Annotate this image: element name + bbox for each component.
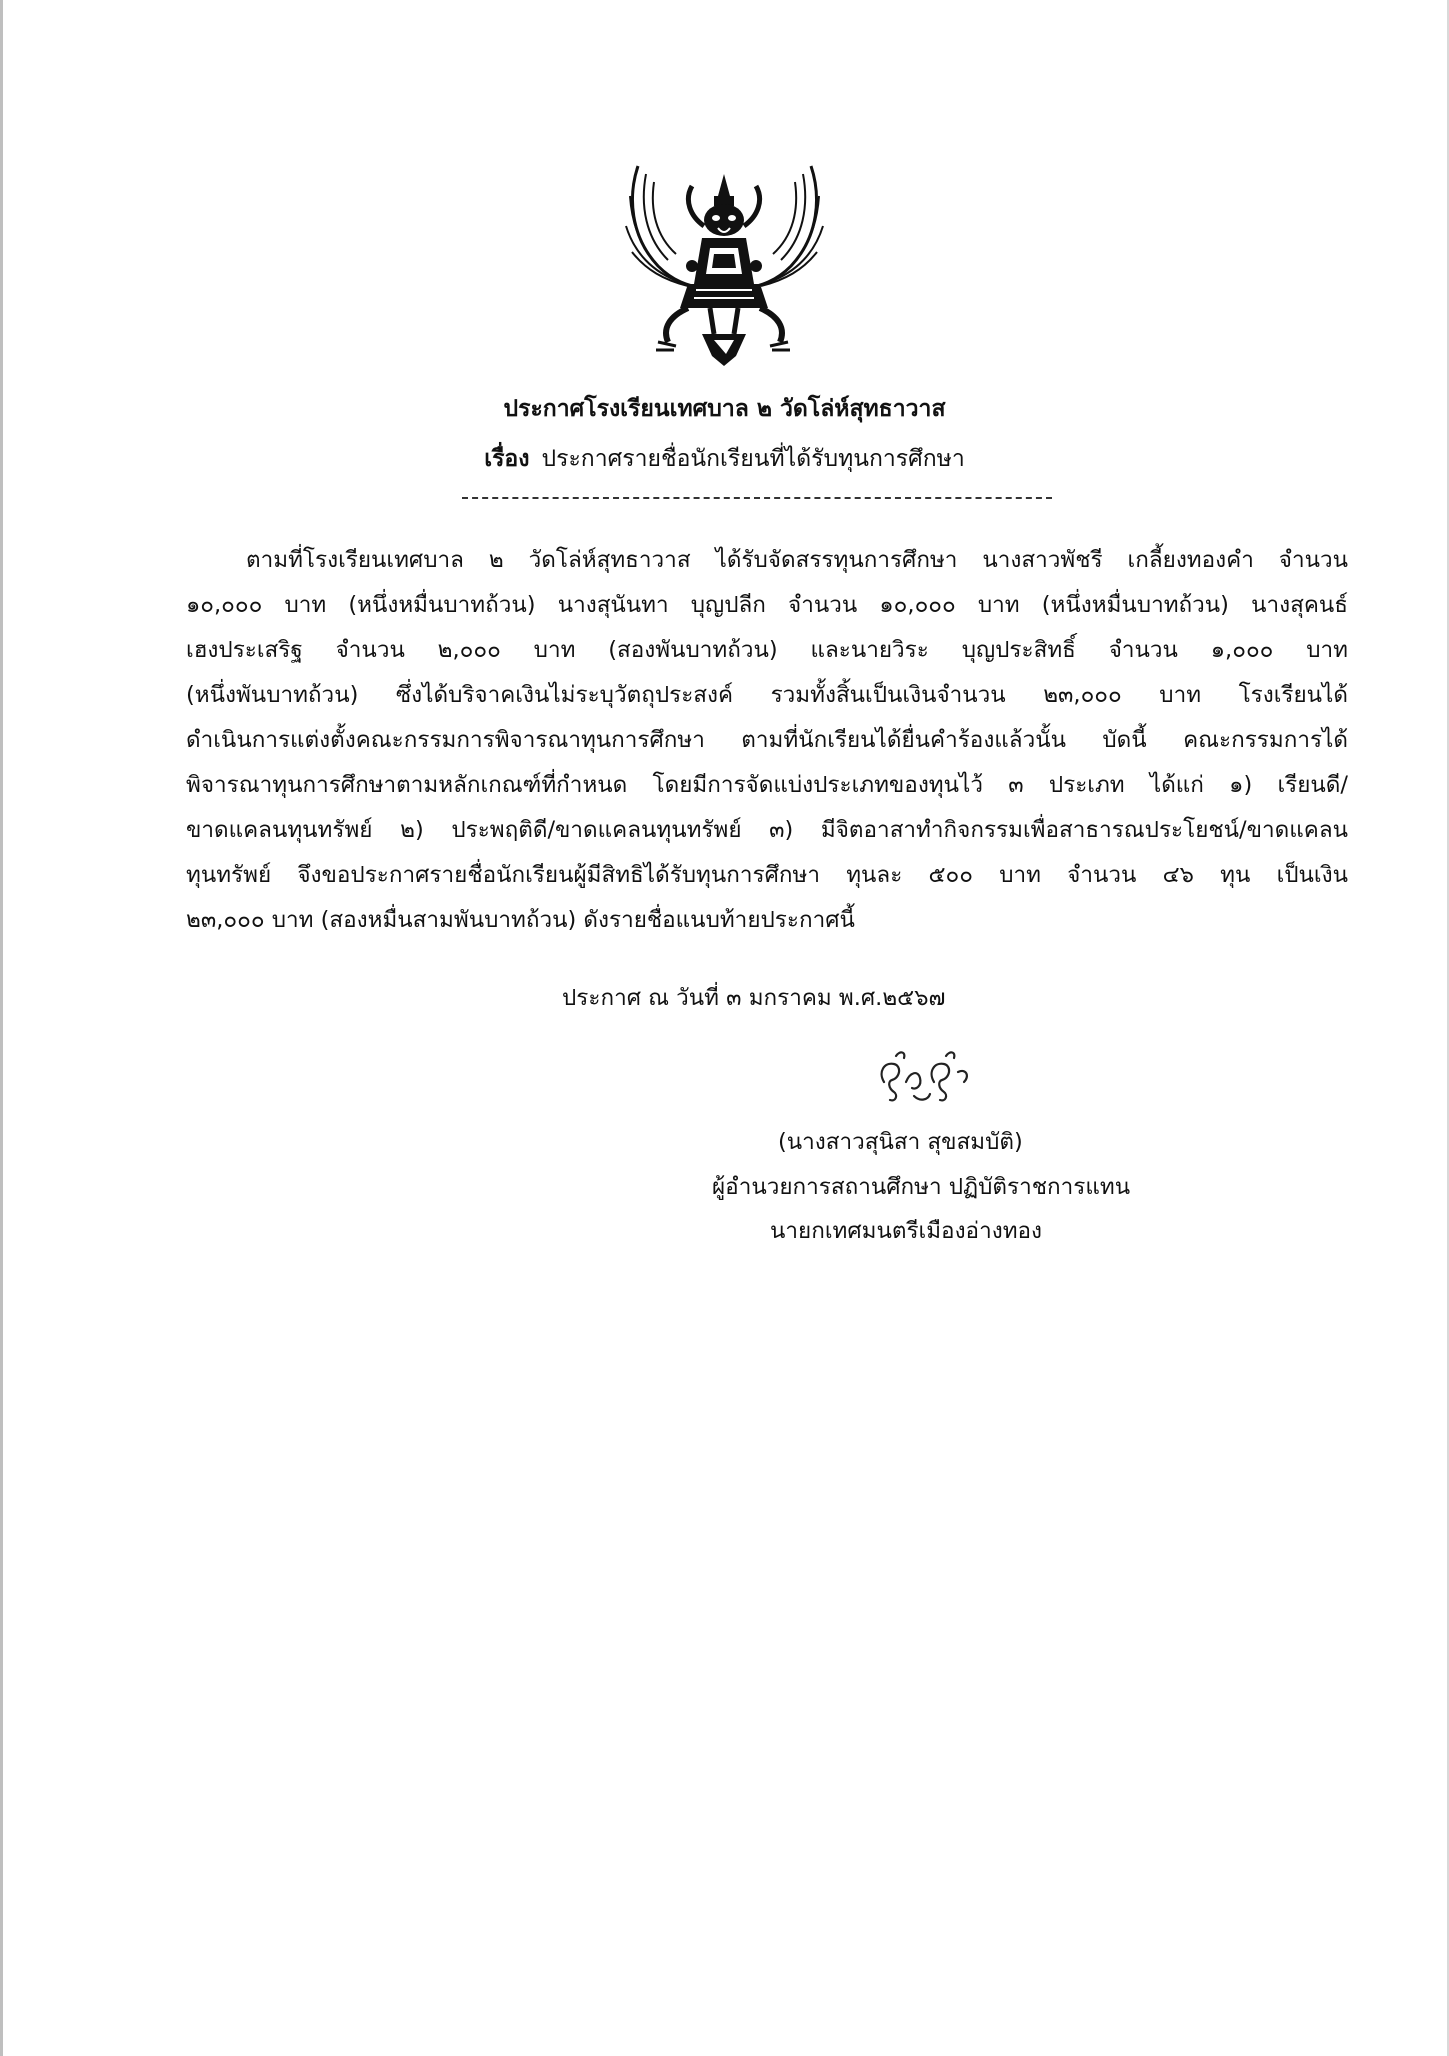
body-line: ดำเนินการแต่งตั้งคณะกรรมการพิจารณาทุนการศึกษา ตามที่นักเรียนได้ยื่นคำร้องแล้วนั้น บัดนี้ คณะกรรมการได้ <box>186 727 1348 753</box>
signatory-name: (นางสาวสุนิสา สุขสมบัติ) <box>778 1129 1023 1155</box>
announcement-body <box>186 538 1348 943</box>
page-edge-left <box>0 0 3 2056</box>
announcement-date: ประกาศ ณ วันที่ ๓ มกราคม พ.ศ.๒๕๖๗ <box>562 985 946 1011</box>
dashed-divider <box>462 497 1052 499</box>
signatory-position-acting: นายกเทศมนตรีเมืองอ่างทอง <box>770 1218 1043 1244</box>
announcement-title: ประกาศโรงเรียนเทศบาล ๒ วัดโล่ห์สุทธาวาส <box>503 396 946 422</box>
subject-text: ประกาศรายชื่อนักเรียนที่ได้รับทุนการศึกษา <box>541 446 965 472</box>
subject-label: เรื่อง <box>484 446 530 472</box>
announcement-subject <box>0 442 1449 476</box>
body-line: ตามที่โรงเรียนเทศบาล ๒ วัดโล่ห์สุทธาวาส ได้รับจัดสรรทุนการศึกษา นางสาวพัชรี เกลี้ยงทองคำ จำนวน <box>246 547 1348 573</box>
body-line: ทุนทรัพย์ จึงขอประกาศรายชื่อนักเรียนผู้มีสิทธิได้รับทุนการศึกษา ทุนละ ๕๐๐ บาท จำนวน ๔๖ ทุน เป็นเงิน <box>186 862 1348 888</box>
garuda-emblem-icon <box>618 156 831 371</box>
handwritten-signature <box>870 1042 980 1112</box>
body-line: ๒๓,๐๐๐ บาท (สองหมื่นสามพันบาทถ้วน) ดังรายชื่อแนบท้ายประกาศนี้ <box>186 907 855 933</box>
body-line: พิจารณาทุนการศึกษาตามหลักเกณฑ์ที่กำหนด โดยมีการจัดแบ่งประเภทของทุนไว้ ๓ ประเภท ได้แก่ ๑) เรียนดี/ <box>186 772 1348 798</box>
body-line: (หนึ่งพันบาทถ้วน) ซึ่งได้บริจาคเงินไม่ระบุวัตถุประสงค์ รวมทั้งสิ้นเป็นเงินจำนวน ๒๓,๐๐๐ บาท โรงเรียนได้ <box>186 682 1348 708</box>
signatory-position: ผู้อำนวยการสถานศึกษา ปฏิบัติราชการแทน <box>712 1174 1131 1200</box>
body-line: เฮงประเสริฐ จำนวน ๒,๐๐๐ บาท (สองพันบาทถ้วน) และนายวิระ บุญประสิทธิ์ จำนวน ๑,๐๐๐ บาท <box>186 637 1348 663</box>
body-line: ๑๐,๐๐๐ บาท (หนึ่งหมื่นบาทถ้วน) นางสุนันทา บุญปลีก จำนวน ๑๐,๐๐๐ บาท (หนึ่งหมื่นบาทถ้วน) นางสุคนธ์ <box>186 592 1348 618</box>
body-line: ขาดแคลนทุนทรัพย์ ๒) ประพฤติดี/ขาดแคลนทุนทรัพย์ ๓) มีจิตอาสาทำกิจกรรมเพื่อสาธารณประโยชน์/ขาดแคลน <box>186 817 1348 843</box>
